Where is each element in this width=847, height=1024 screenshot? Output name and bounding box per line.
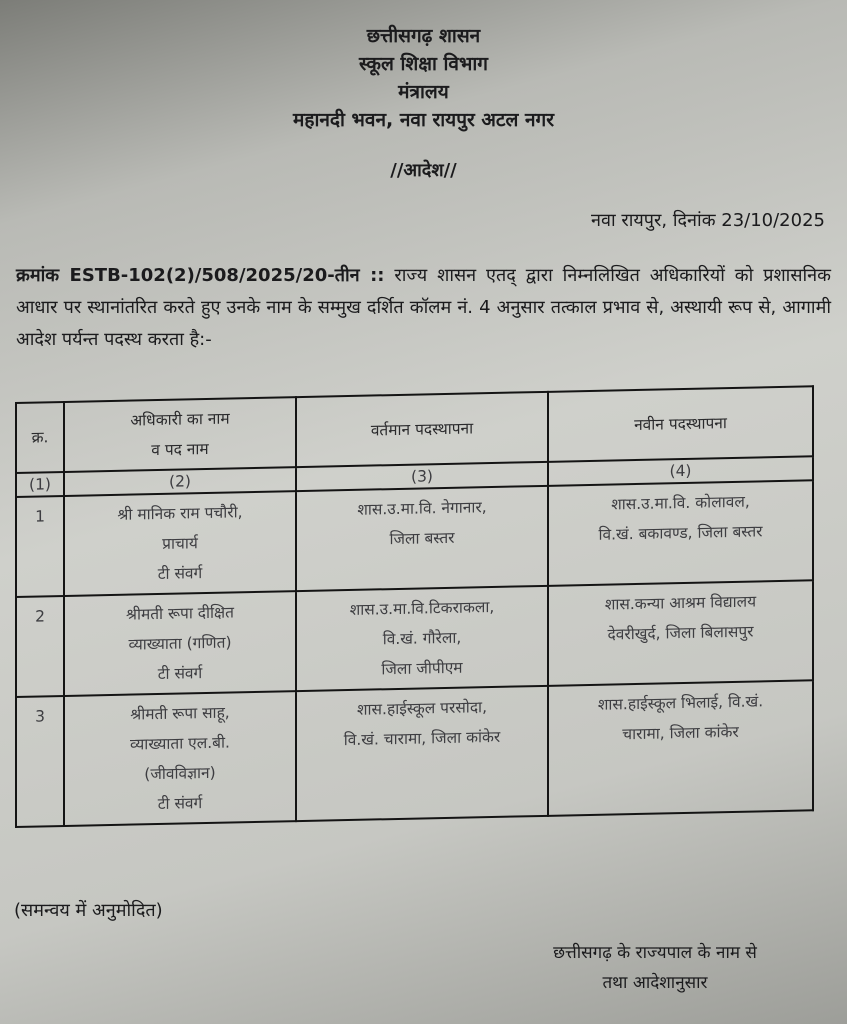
new-posting-line: वि.खं. बकावण्ड, जिला बस्तर [598, 522, 763, 544]
header-name-line1: अधिकारी का नाम [130, 409, 230, 430]
row-sn: 3 [16, 696, 64, 827]
new-posting-cell [548, 680, 813, 816]
officer-cadre: टी संवर्ग [157, 794, 203, 814]
current-posting-line: वि.खं. गौरेला, [382, 628, 462, 649]
current-posting-line: शास.उ.मा.वि. नेगानार, [357, 498, 487, 519]
govt-name: छत्तीसगढ़ शासन [366, 25, 481, 47]
header-current-posting: वर्तमान पदस्थापना [296, 392, 548, 467]
order-number: क्रमांक ESTB-102(2)/508/2025/20-तीन :: [16, 265, 385, 286]
new-posting-line: शास.हाईस्कूल भिलाई, वि.खं. [597, 692, 764, 714]
officer-name-cell [64, 591, 296, 696]
signature-line2: तथा आदेशानुसार [602, 973, 708, 993]
date-line: नवा रायपुर, दिनांक 23/10/2025 [590, 210, 825, 231]
new-posting-cell [548, 580, 813, 686]
order-text: राज्य शासन एतद् द्वारा निम्नलिखित अधिकारियों को प्रशासनिक आधार पर स्थानांतरित करते हुए उनके नाम के सम्मुख दर्शित कॉलम नं. 4 अनुसार तत्काल प्रभाव से, अस्थायी रूप से, आगामी आदेश पर्यन्त पदस्थ करता है:- [16, 265, 831, 350]
officer-designation: प्राचार्य [162, 534, 198, 553]
officer-designation: व्याख्याता (गणित) [128, 633, 232, 654]
col-number: (3) [296, 462, 548, 491]
officer-name: श्री मानिक राम पचौरी, [117, 503, 243, 524]
officer-cadre: टी संवर्ग [157, 664, 203, 684]
ministry-name: मंत्रालय [398, 81, 449, 103]
officer-subject: (जीवविज्ञान) [144, 763, 216, 784]
officer-name: श्रीमती रूपा दीक्षित [125, 603, 235, 624]
col-number: (1) [16, 472, 64, 497]
order-paragraph [16, 260, 831, 356]
office-address: महानदी भवन, नवा रायपुर अटल नगर [293, 109, 554, 131]
current-posting-line: शास.हाईस्कूल परसोदा, [357, 698, 487, 719]
officer-name-cell [64, 691, 296, 826]
signature-line1: छत्तीसगढ़ के राज्यपाल के नाम से [553, 943, 757, 963]
new-posting-line: शास.कन्या आश्रम विद्यालय [604, 592, 757, 614]
current-posting-cell [296, 686, 548, 821]
table-row [16, 480, 813, 597]
header-name [64, 397, 296, 472]
current-posting-line: जिला जीपीएम [381, 658, 463, 679]
table-row [16, 680, 813, 827]
document-title: //आदेश// [390, 160, 457, 181]
current-posting-cell [296, 586, 548, 691]
current-posting-line: जिला बस्तर [389, 528, 455, 549]
current-posting-line: शास.उ.मा.वि.टिकराकला, [349, 597, 495, 619]
row-sn: 1 [16, 496, 64, 597]
col-number: (4) [548, 456, 813, 486]
current-posting-cell [296, 486, 548, 591]
header-name-line2: व पद नाम [151, 439, 209, 460]
transfer-table [15, 385, 814, 828]
officer-cadre: टी संवर्ग [157, 564, 203, 584]
header-sn: क्र. [16, 402, 64, 473]
officer-designation: व्याख्याता एल.बी. [130, 733, 230, 754]
header-new-posting: नवीन पदस्थापना [548, 386, 813, 462]
col-number: (2) [64, 467, 296, 496]
table-row [16, 580, 813, 697]
new-posting-cell [548, 480, 813, 586]
new-posting-line: चारामा, जिला कांकेर [622, 722, 739, 744]
officer-name-cell [64, 491, 296, 596]
current-posting-line: वि.खं. चारामा, जिला कांकेर [343, 727, 501, 750]
approval-note: (समन्वय में अनुमोदित) [14, 900, 163, 921]
new-posting-line: शास.उ.मा.वि. कोलावल, [611, 492, 750, 514]
new-posting-line: देवरीखुर्द, जिला बिलासपुर [607, 622, 754, 644]
officer-name: श्रीमती रूपा साहू, [130, 703, 230, 724]
department-name: स्कूल शिक्षा विभाग [359, 53, 488, 75]
signature-block [480, 938, 830, 998]
row-sn: 2 [16, 596, 64, 697]
